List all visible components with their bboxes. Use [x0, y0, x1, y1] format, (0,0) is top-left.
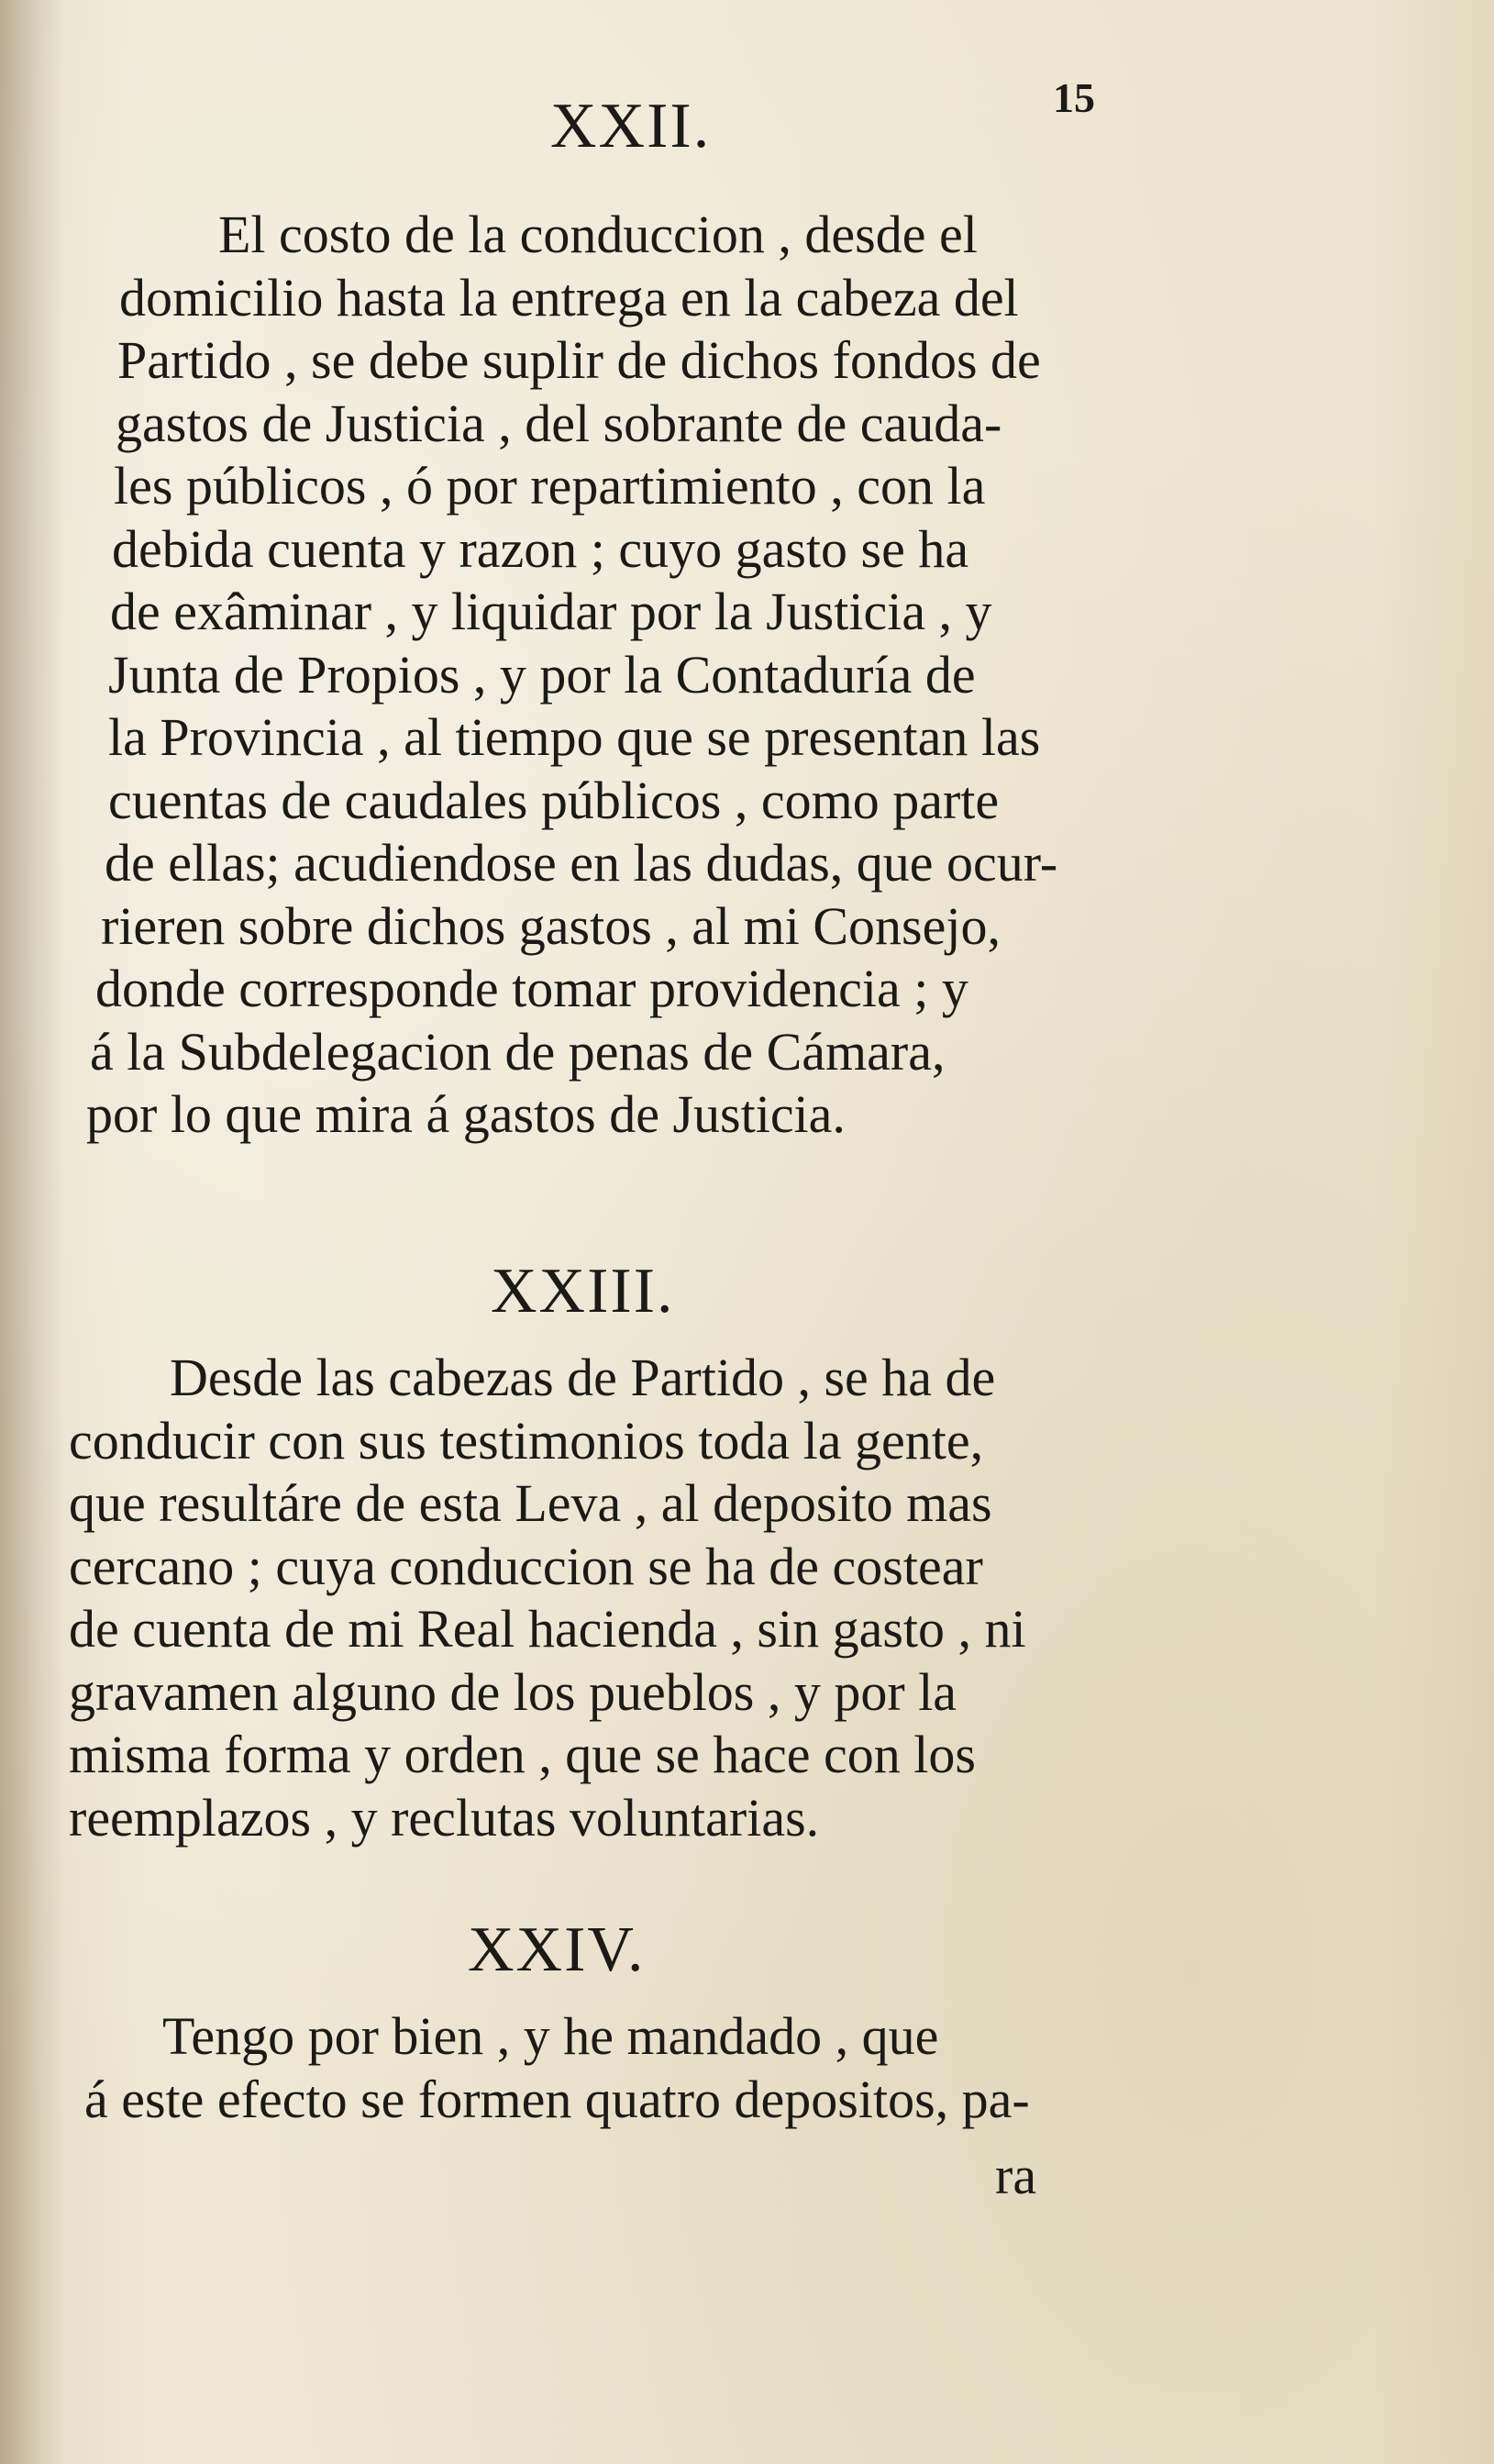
section-body-xxiv [57, 2005, 1075, 2131]
text-line: Junta de Propios , y por la Contaduría de [108, 644, 976, 705]
text-line: á la Subdelegacion de penas de Cámara, [90, 1021, 946, 1082]
text-line: gastos de Justicia , del sobrante de cauda- [116, 393, 1002, 453]
text-line: cercano ; cuya conduccion se ha de costear [69, 1536, 983, 1596]
text-line: de cuenta de mi Real hacienda , sin gasto , ni [69, 1599, 1026, 1659]
text-line: debida cuenta y razon ; cuyo gasto se ha [112, 518, 969, 579]
text-line: donde corresponde tomar providencia ; y [95, 959, 968, 1018]
section-body-xxiii [69, 1347, 1087, 1849]
section-heading-xxiv: XXIV. [468, 1915, 646, 1985]
text-line: reemplazos , y reclutas voluntarias. [69, 1787, 820, 1848]
spine-shadow [0, 0, 64, 2464]
page-number: 15 [1053, 74, 1095, 121]
text-line: á este efecto se formen quatro depositos, pa- [84, 2069, 1030, 2129]
text-line: cuentas de caudales públicos , como parte [108, 770, 1000, 830]
catchword: ra [995, 2146, 1037, 2205]
text-line: gravamen alguno de los pueblos , y por la [69, 1661, 957, 1722]
text-line: El costo de la conduccion , desde el [218, 205, 978, 264]
text-line: Tengo por bien , y he mandado , que [162, 2006, 939, 2066]
text-line: de exâminar , y liquidar por la Justicia , y [110, 582, 992, 641]
text-line: les públicos , ó por repartimiento , con la [114, 456, 986, 516]
text-line: rieren sobre dichos gastos , al mi Consejo, [101, 895, 1001, 956]
text-line: de ellas; acudiendose en las dudas, que ocur- [105, 833, 1058, 893]
text-line: por lo que mira á gastos de Justicia. [86, 1084, 846, 1144]
text-line: Partido , se debe suplir de dichos fondos de [117, 330, 1041, 390]
section-body-xxii [86, 204, 1126, 1147]
text-line: misma forma y orden , que se hace con los [69, 1725, 976, 1784]
text-line: que resultáre de esta Leva , al deposito mas [69, 1473, 992, 1533]
text-line: domicilio hasta la entrega en la cabeza del [119, 267, 1019, 327]
text-line: Desde las cabezas de Partido , se ha de [170, 1348, 996, 1407]
section-heading-xxiii: XXIII. [491, 1256, 675, 1326]
text-line: la Provincia , al tiempo que se presentan las [108, 707, 1041, 767]
text-line: conducir con sus testimonios toda la gente, [69, 1410, 984, 1471]
section-heading-xxii: XXII. [550, 91, 712, 161]
